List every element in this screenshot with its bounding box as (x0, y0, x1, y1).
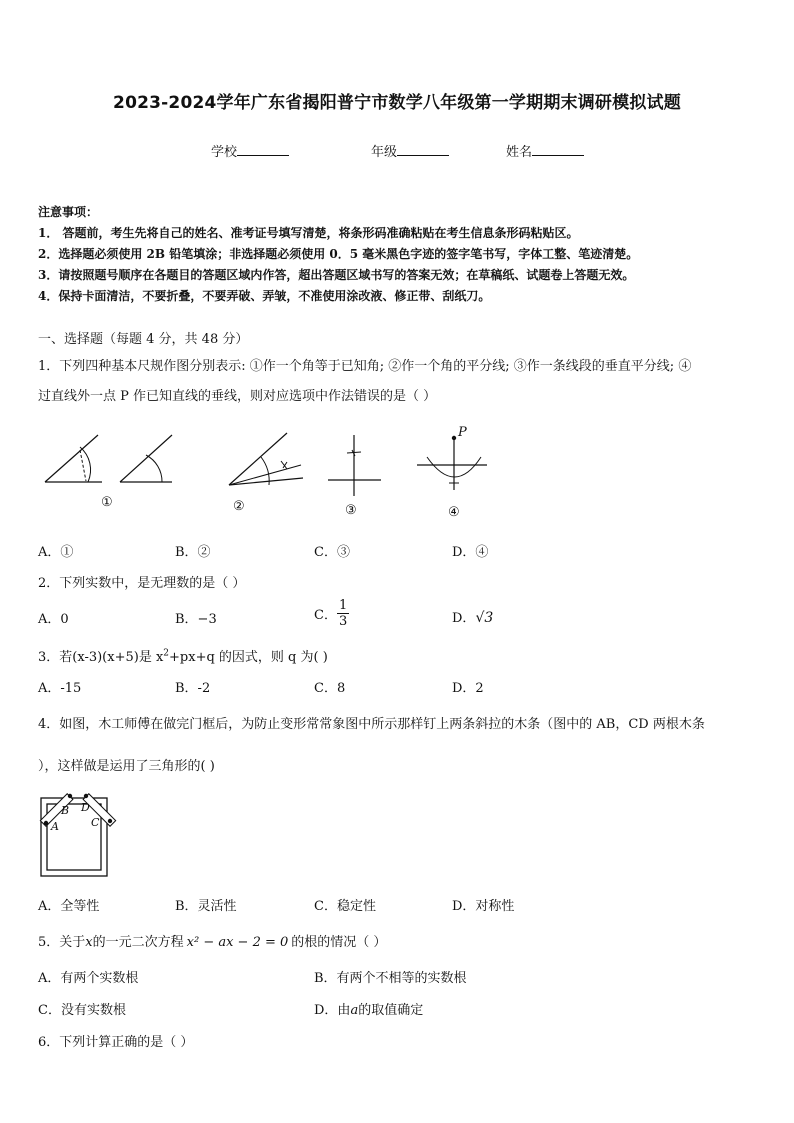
q5-option-b[interactable]: B．有两个不相等的实数根 (314, 971, 467, 986)
q3-stem (38, 646, 328, 665)
q5-option-c[interactable]: C．没有实数根 (38, 1003, 126, 1018)
section-heading: 一、选择题（每题 4 分，共 48 分） (38, 332, 249, 347)
q1-figure-4-label: ④ (448, 505, 460, 520)
q1-stem-line2: 过直线外一点 P 作已知直线的垂线，则对应选项中作法错误的是（ ） (38, 389, 437, 404)
q5-stem-post: 的根的情况（ ） (291, 935, 387, 950)
q5-stem-mid: 的一元二次方程 (92, 935, 184, 950)
q1-figure-1-label: ① (101, 495, 113, 510)
q3-option-c[interactable]: C．8 (314, 681, 346, 696)
q5-var-x: x (85, 935, 93, 950)
q2-fraction (337, 598, 349, 629)
q1-figure-1 (40, 425, 190, 515)
q4-label-a: A (51, 820, 59, 833)
q3-option-d[interactable]: D．2 (452, 681, 484, 696)
name-field (506, 141, 584, 160)
q5-stem (38, 931, 386, 950)
q4-option-a[interactable]: A．全等性 (38, 899, 100, 914)
q1-figure-2-label: ② (233, 499, 245, 514)
q2-fraction-numerator: 1 (338, 598, 348, 613)
notice-heading: 注意事项： (38, 205, 99, 219)
q2-radical: √3 (475, 610, 494, 626)
q2-option-b[interactable]: B．−3 (175, 612, 217, 627)
q4-option-c[interactable]: C．稳定性 (314, 899, 376, 914)
grade-field (371, 141, 449, 160)
q6-stem: 6．下列计算正确的是（ ） (38, 1035, 194, 1050)
q2-option-c[interactable] (314, 598, 349, 629)
q3-stem-post: +px+q 的因式，则 q 为( ) (169, 650, 328, 665)
q2-option-d-prefix: D． (452, 611, 476, 626)
name-blank (532, 143, 584, 156)
q3-option-b[interactable]: B．-2 (175, 681, 211, 696)
notice-item-1: 1． 答题前，考生先将自己的姓名、准考证号填写清楚，将条形码准确粘贴在考生信息条形码粘贴区。 (38, 226, 579, 240)
q1-figure-2 (225, 425, 305, 495)
exam-title: 2023-2024学年广东省揭阳普宁市数学八年级第一学期期末调研模拟试题 (113, 93, 681, 113)
q3-stem-pre: 3．若(x-3)(x+5)是 x (38, 650, 164, 665)
grade-blank (397, 143, 449, 156)
notice-item-4: 4．保持卡面清洁，不要折叠，不要弄破、弄皱，不准使用涂改液、修正带、刮纸刀。 (38, 289, 491, 303)
notice-item-3: 3．请按照题号顺序在各题目的答题区域内作答，超出答题区域书写的答案无效；在草稿纸、试题卷上答题无效。 (38, 268, 635, 282)
q1-figure-4 (415, 425, 490, 495)
q1-option-b[interactable]: B．② (175, 545, 211, 560)
q1-figure-3-label: ③ (345, 503, 357, 518)
q2-fraction-denominator: 3 (338, 614, 348, 629)
q3-option-a[interactable]: A．-15 (38, 681, 82, 696)
q2-option-d[interactable] (452, 607, 493, 626)
school-field (211, 141, 289, 160)
q4-option-d[interactable]: D．对称性 (452, 899, 515, 914)
q5-option-d-post: 的取值确定 (358, 1003, 424, 1018)
q1-figure-3 (325, 432, 385, 497)
q1-option-a[interactable]: A．① (38, 545, 74, 560)
q4-stem-line2: ），这样做是运用了三角形的( ) (38, 759, 215, 774)
q5-option-d[interactable] (314, 999, 423, 1018)
q5-stem-pre: 5．关于 (38, 935, 86, 950)
q2-option-a[interactable]: A．0 (38, 612, 69, 627)
q1-point-p: P (458, 425, 467, 440)
q2-option-c-prefix: C． (314, 608, 337, 623)
notice-item-2: 2．选择题必须使用 2B 铅笔填涂；非选择题必须使用 0．5 毫米黑色字迹的签字笔书写，字体工整、笔迹清楚。 (38, 247, 639, 261)
q3-stem-sup: 2 (163, 648, 170, 659)
q4-label-b: B (61, 804, 70, 817)
q1-option-d[interactable]: D．④ (452, 545, 489, 560)
q1-stem-line1: 1．下列四种基本尺规作图分别表示: ①作一个角等于已知角; ②作一个角的平分线; ③作一条线段的垂直平分线; ④ (38, 359, 692, 374)
school-label: 学校 (211, 145, 238, 160)
grade-label: 年级 (371, 145, 398, 160)
q4-label-d: D (81, 801, 90, 814)
q1-option-c[interactable]: C．③ (314, 545, 350, 560)
q2-stem: 2．下列实数中，是无理数的是（ ） (38, 576, 246, 591)
q5-option-a[interactable]: A．有两个实数根 (38, 971, 139, 986)
q5-equation: x² − ax − 2 = 0 (186, 935, 289, 950)
q5-option-d-var: a (350, 1003, 359, 1018)
q4-stem-line1: 4．如图，木工师傅在做完门框后，为防止变形常常象图中所示那样钉上两条斜拉的木条（图中的 AB，CD 两根木条 (38, 717, 705, 732)
q4-label-c: C (91, 816, 100, 829)
name-label: 姓名 (506, 145, 533, 160)
q4-option-b[interactable]: B．灵活性 (175, 899, 237, 914)
school-blank (237, 143, 289, 156)
q5-option-d-pre: D．由 (314, 1003, 351, 1018)
